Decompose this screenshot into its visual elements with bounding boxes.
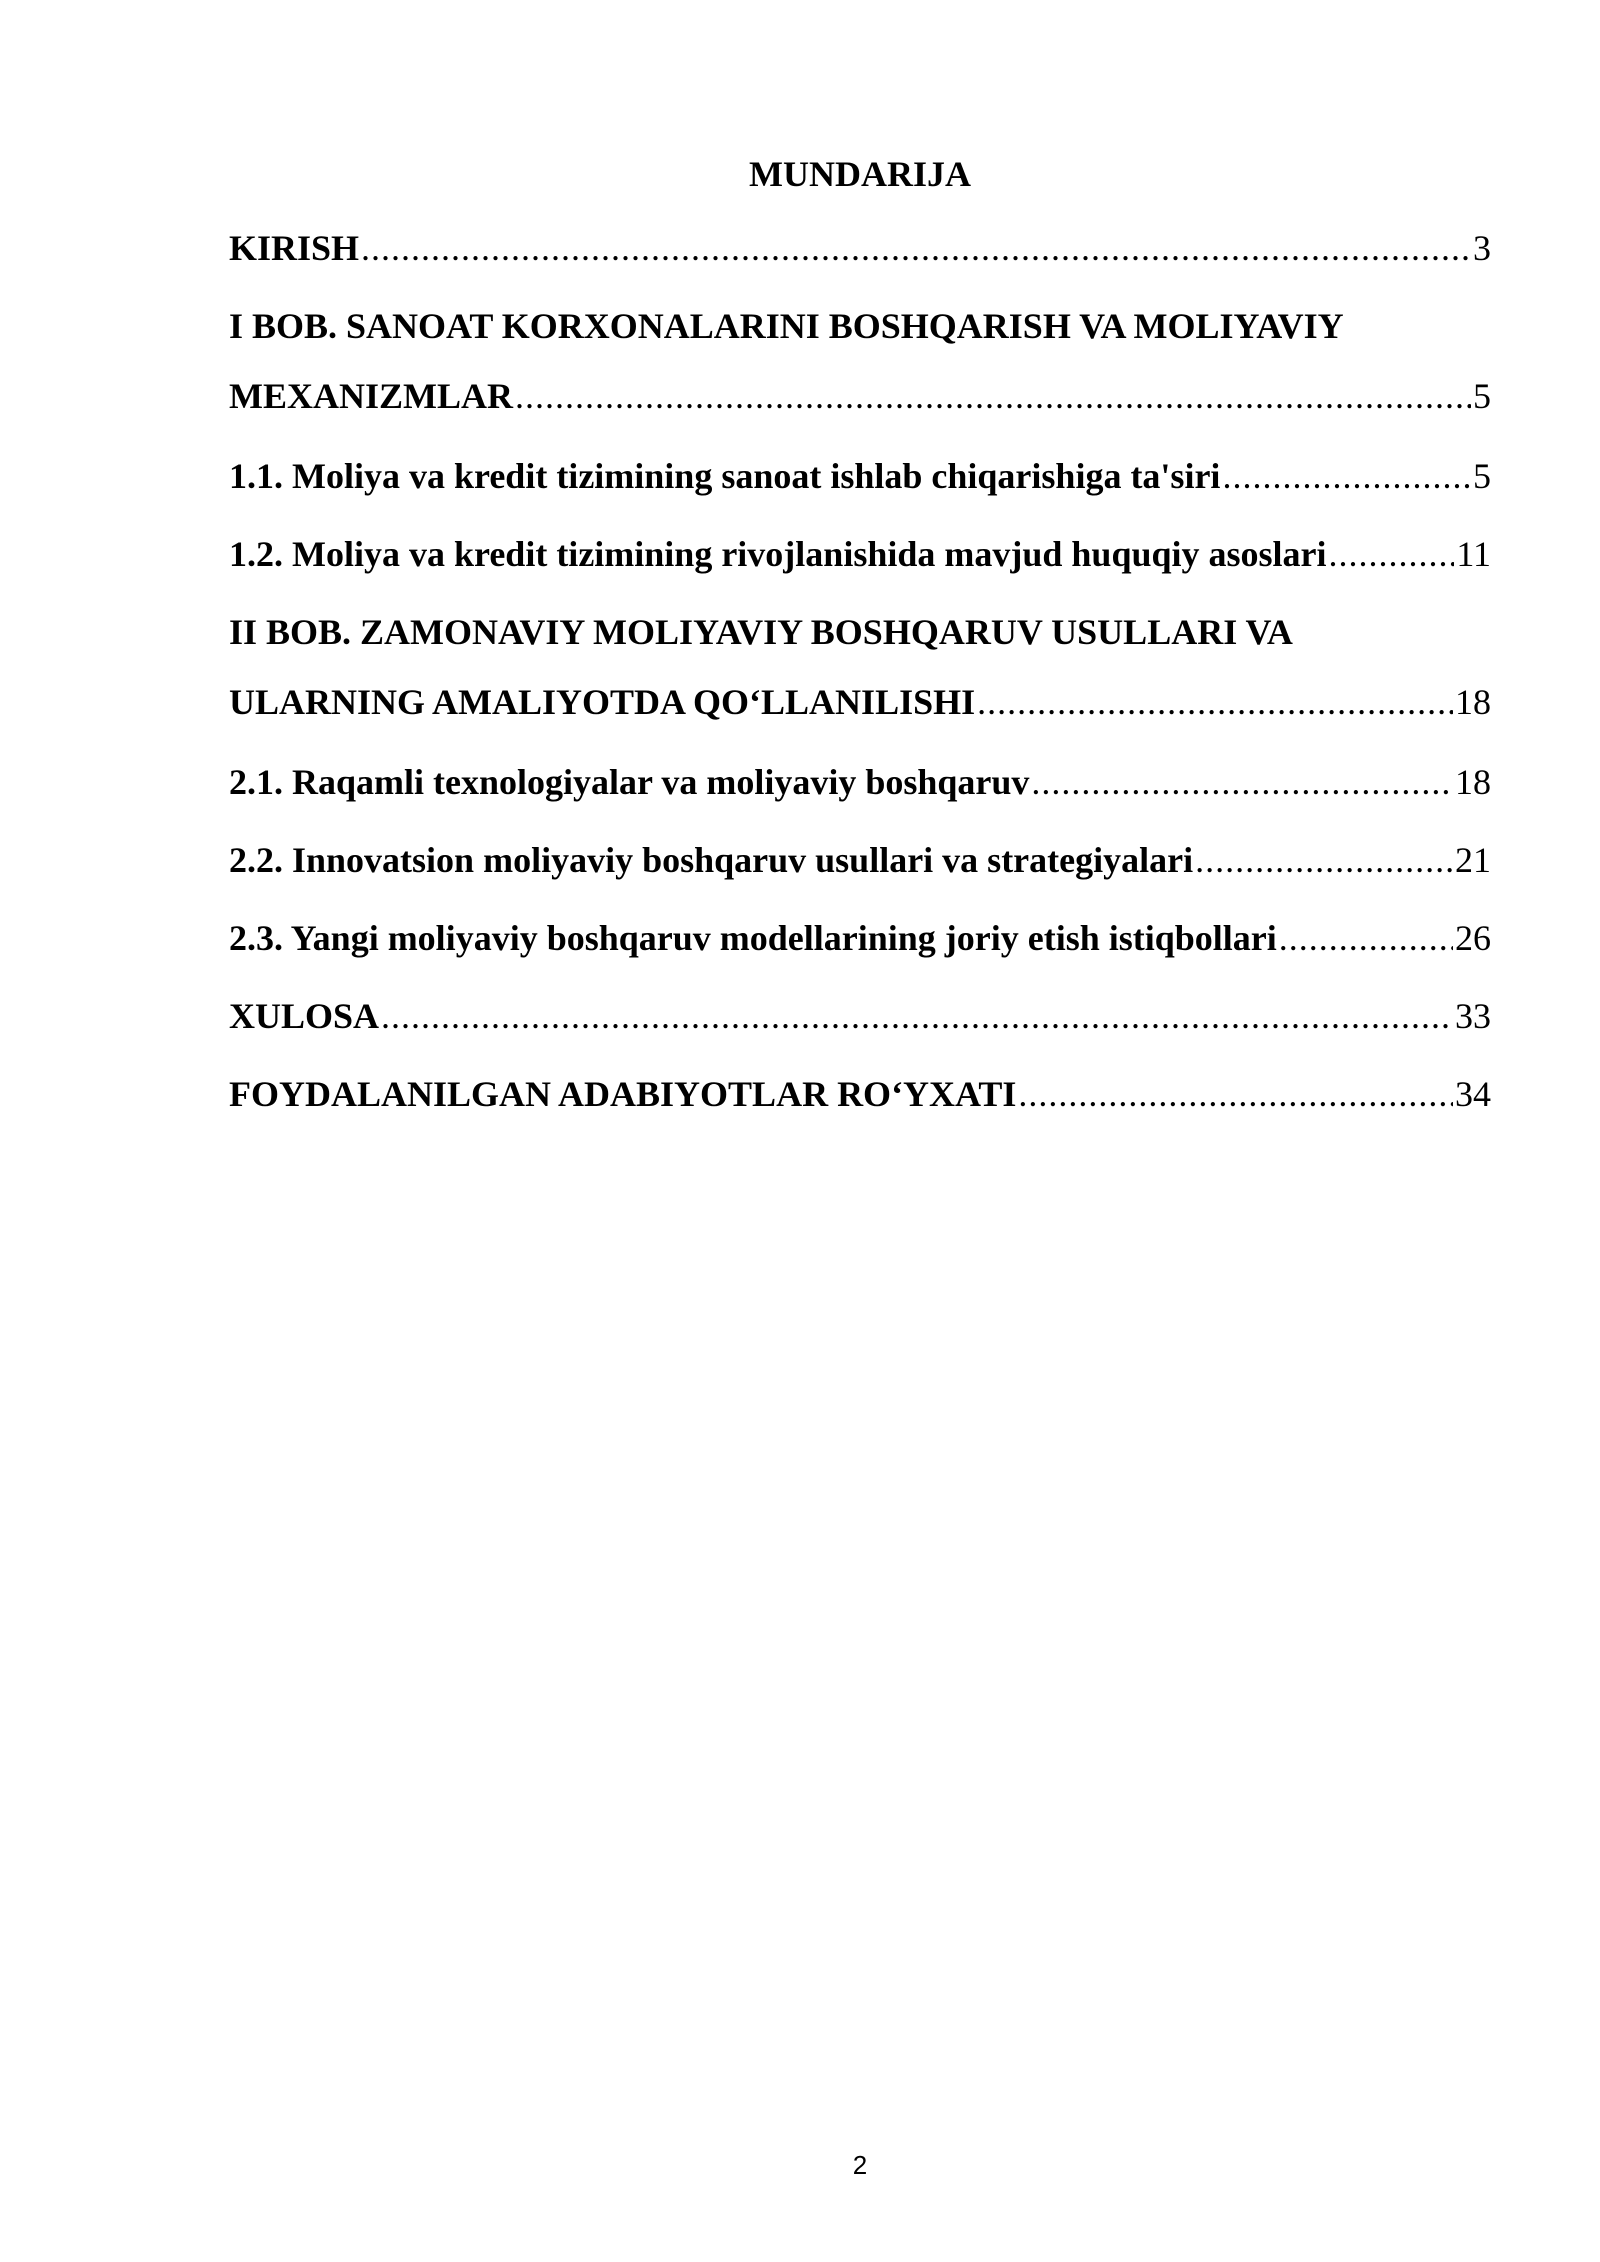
dot-leader xyxy=(1031,746,1453,818)
page-number: 2 xyxy=(852,2150,868,2180)
toc-entry-1-1[interactable] xyxy=(229,440,1491,518)
dot-leader xyxy=(381,980,1453,1052)
dot-leader xyxy=(1329,518,1455,590)
toc-entry-label: FOYDALANILGAN ADABIYOTLAR RO‘YXATI xyxy=(229,1074,1017,1114)
toc-entry-xulosa[interactable] xyxy=(229,980,1491,1058)
toc-entry-2-1[interactable] xyxy=(229,746,1491,824)
toc-entry-label: 1.1. Moliya va kredit tizimining sanoat ishlab chiqarishiga ta'siri xyxy=(229,456,1221,496)
toc-entry-bibliography[interactable] xyxy=(229,1058,1491,1136)
toc-entry-page: 34 xyxy=(1455,1074,1491,1114)
toc-entry-label: KIRISH xyxy=(229,228,360,268)
toc-entry-label: MEXANIZMLAR xyxy=(229,376,513,416)
toc-entry-label: 2.3. Yangi moliyaviy boshqaruv modellarining joriy etish istiqbollari xyxy=(229,918,1277,958)
toc-entry-label: ULARNING AMALIYOTDA QO‘LLANILISHI xyxy=(229,682,976,722)
toc-entry-label: 2.2. Innovatsion moliyaviy boshqaruv usullari va strategiyalari xyxy=(229,840,1194,880)
table-of-contents xyxy=(229,212,1491,1136)
dot-leader xyxy=(1018,1058,1453,1130)
toc-entry-2-2[interactable] xyxy=(229,824,1491,902)
toc-entry-page: 5 xyxy=(1473,376,1491,416)
toc-entry-page: 3 xyxy=(1473,228,1491,268)
toc-entry-label-line1: I BOB. SANOAT KORXONALARINI BOSHQARISH VA MOLIYAVIY xyxy=(229,306,1344,346)
dot-leader xyxy=(977,666,1453,738)
dot-leader xyxy=(515,360,1471,432)
toc-entry-page: 26 xyxy=(1455,918,1491,958)
dot-leader xyxy=(1195,824,1453,896)
toc-entry-2-3[interactable] xyxy=(229,902,1491,980)
toc-entry-1-2[interactable] xyxy=(229,518,1491,596)
toc-entry-label-line1: II BOB. ZAMONAVIY MOLIYAVIY BOSHQARUV USULLARI VA xyxy=(229,612,1293,652)
dot-leader xyxy=(1222,440,1471,512)
dot-leader xyxy=(361,212,1471,284)
toc-entry-page: 5 xyxy=(1473,456,1491,496)
toc-entry-label: 1.2. Moliya va kredit tizimining rivojlanishida mavjud huquqiy asoslari xyxy=(229,534,1327,574)
toc-entry-label: 2.1. Raqamli texnologiyalar va moliyaviy boshqaruv xyxy=(229,762,1030,802)
toc-entry-label: XULOSA xyxy=(229,996,380,1036)
toc-entry-kirish[interactable] xyxy=(229,212,1491,290)
toc-title: MUNDARIJA xyxy=(749,154,971,194)
toc-entry-page: 11 xyxy=(1456,534,1491,574)
dot-leader xyxy=(1279,902,1453,974)
toc-entry-page: 18 xyxy=(1455,682,1491,722)
toc-entry-page: 21 xyxy=(1455,840,1491,880)
toc-entry-page: 18 xyxy=(1455,762,1491,802)
toc-entry-chapter-2[interactable] xyxy=(229,596,1491,746)
toc-entry-chapter-1[interactable] xyxy=(229,290,1491,440)
toc-entry-page: 33 xyxy=(1455,996,1491,1036)
